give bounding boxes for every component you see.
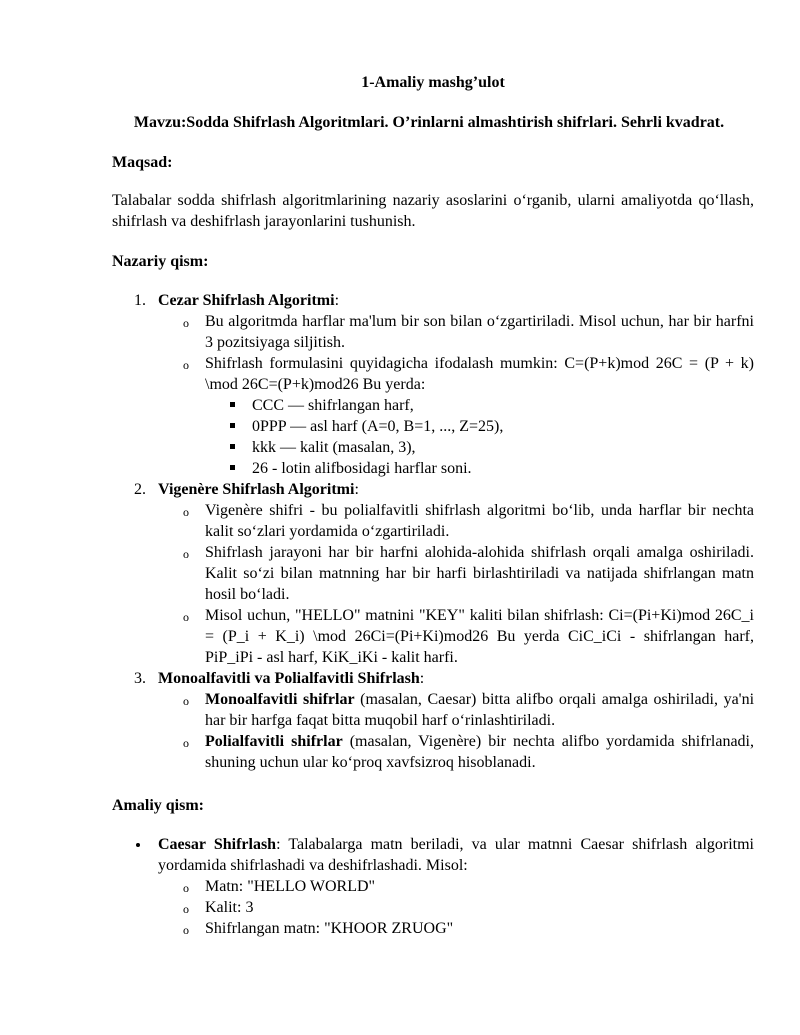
circle-bullet-icon: o bbox=[183, 547, 189, 561]
document-page bbox=[112, 72, 754, 939]
list-item-text: CCC — shifrlangan harf, bbox=[252, 397, 414, 414]
theory-item-1 bbox=[112, 290, 754, 479]
square-bullet-icon bbox=[230, 444, 235, 449]
list-item-text: Shifrlangan matn: "KHOOR ZRUOG" bbox=[205, 920, 454, 937]
circle-bullet-icon: o bbox=[183, 736, 189, 750]
list-item-text: 0PPP — asl harf (A=0, B=1, ..., Z=25), bbox=[252, 418, 504, 435]
list-item-text: Vigenère shifri - bu polialfavitli shifrlash algoritmi bo‘lib, unda harflar bir nechta kalit so‘zlari yordamida o‘zgartiriladi. bbox=[205, 502, 754, 540]
list-item bbox=[158, 918, 754, 939]
circle-bullet-icon: o bbox=[183, 923, 189, 937]
theory-item-title: Cezar Shifrlash Algoritmi bbox=[158, 292, 335, 309]
term-bold: Polialfavitli shifrlar bbox=[205, 733, 343, 750]
theory-item-3 bbox=[112, 668, 754, 773]
goal-heading: Maqsad: bbox=[112, 154, 173, 171]
practice-item-text: : Talabalarga matn beriladi, va ular matnni Caesar shifrlash algoritmi yordamida shifrlashadi va deshifrlashadi. Misol: bbox=[158, 836, 754, 874]
list-item bbox=[158, 897, 754, 918]
document-title: 1-Amaliy mashg’ulot bbox=[361, 74, 505, 91]
theory-item-suffix: : bbox=[419, 670, 425, 687]
circle-bullet-icon: o bbox=[183, 902, 189, 916]
list-item bbox=[158, 353, 754, 479]
circle-bullet-icon: o bbox=[183, 694, 189, 708]
list-item-text: Bu algoritmda harflar ma'lum bir son bilan o‘zgartiriladi. Misol uchun, har bir harfni 3 pozitsiyaga siljitish. bbox=[205, 313, 754, 351]
list-item-text: (masalan, Caesar) bitta alifbo orqali amalga oshiriladi, ya'ni har bir harfga faqat bitta muqobil harf o‘rinlashtiriladi. bbox=[205, 691, 755, 729]
list-item-text: Kalit: 3 bbox=[205, 899, 254, 916]
list-item bbox=[205, 395, 754, 416]
list-item bbox=[158, 876, 754, 897]
theory-item-number: 1. bbox=[134, 292, 146, 309]
square-bullet-icon bbox=[230, 402, 235, 407]
list-item bbox=[205, 437, 754, 458]
list-item-text: (masalan, Vigenère) bir nechta alifbo yordamida shifrlanadi, shuning uchun ular ko‘proq xavfsizroq hisoblanadi. bbox=[205, 733, 754, 771]
list-item bbox=[205, 458, 754, 479]
circle-bullet-icon: o bbox=[183, 610, 189, 624]
theory-item-title: Vigenère Shifrlash Algoritmi bbox=[158, 481, 355, 498]
list-item bbox=[158, 689, 754, 731]
list-item bbox=[158, 731, 754, 773]
practice-item bbox=[112, 834, 754, 939]
list-item bbox=[158, 311, 754, 353]
list-item-text: Shifrlash jarayoni har bir harfni alohida-alohida shifrlash orqali amalga oshiriladi. Kalit so‘zi bilan matnning har bir harfi birlashtiriladi va natijada shifrlangan matn hosil bo‘ladi. bbox=[205, 544, 754, 603]
theory-item-suffix: : bbox=[354, 481, 359, 498]
square-bullet-icon bbox=[230, 465, 235, 470]
theory-subitems bbox=[158, 311, 754, 479]
theory-item-2 bbox=[112, 479, 754, 668]
list-item-text: Misol uchun, "HELLO" matnini "KEY" kaliti bilan shifrlash: Ci=(Pi+Ki)mod 26C_i = (P_i + K_i) \mod 26Ci=(Pi+Ki)mod26 Bu yerda CiC_iCi - shifrlangan harf, PiP_iPi - asl harf, KiK_iKi - kalit harfi. bbox=[205, 607, 754, 666]
theory-list bbox=[112, 290, 754, 773]
circle-bullet-icon: o bbox=[183, 316, 189, 330]
list-item-text: Shifrlash formulasini quyidagicha ifodalash mumkin: C=(P+k)mod 26C = (P + k) \mod 26C=(P+k)mod26 Bu yerda: bbox=[205, 355, 754, 393]
circle-bullet-icon: o bbox=[183, 505, 189, 519]
practice-item-title: Caesar Shifrlash bbox=[158, 836, 277, 853]
practice-heading: Amaliy qism: bbox=[112, 797, 204, 814]
theory-item-suffix: : bbox=[334, 292, 340, 309]
list-item bbox=[158, 500, 754, 542]
bullet-icon bbox=[136, 843, 140, 847]
term-bold: Monoalfavitli shifrlar bbox=[205, 691, 355, 708]
circle-bullet-icon: o bbox=[183, 358, 189, 372]
circle-bullet-icon: o bbox=[183, 881, 189, 895]
theory-subitems bbox=[158, 689, 754, 773]
goal-text: Talabalar sodda shifrlash algoritmlarining nazariy asoslarini o‘rganib, ularni amaliyotda qo‘llash, shifrlash va deshifrlash jarayonlarini tushunish. bbox=[112, 192, 754, 230]
practice-list bbox=[112, 834, 754, 939]
list-item-text: Matn: "HELLO WORLD" bbox=[205, 878, 376, 895]
list-item-text: 26 - lotin alifbosidagi harflar soni. bbox=[252, 460, 472, 477]
list-item bbox=[158, 605, 754, 668]
theory-item-title: Monoalfavitli va Polialfavitli Shifrlash bbox=[158, 670, 420, 687]
theory-item-number: 3. bbox=[134, 670, 146, 687]
list-item-text: kkk — kalit (masalan, 3), bbox=[252, 439, 416, 456]
document-topic: Mavzu:Sodda Shifrlash Algoritmlari. O’rinlarni almashtirish shifrlari. Sehrli kvadrat. bbox=[133, 114, 725, 131]
theory-heading: Nazariy qism: bbox=[112, 253, 209, 270]
square-bullet-icon bbox=[230, 423, 235, 428]
practice-subitems bbox=[158, 876, 754, 939]
theory-subitems bbox=[158, 500, 754, 668]
list-item bbox=[205, 416, 754, 437]
theory-item-number: 2. bbox=[134, 481, 146, 498]
list-item bbox=[158, 542, 754, 605]
formula-terms-list bbox=[205, 395, 754, 479]
